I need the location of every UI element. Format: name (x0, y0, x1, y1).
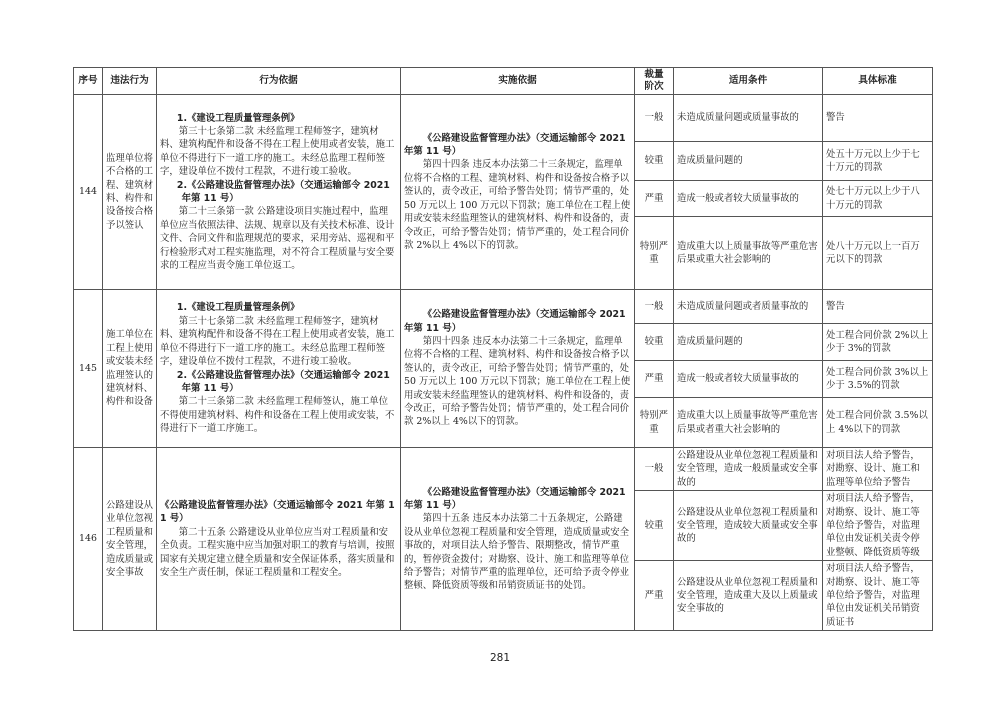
row-violation: 公路建设从业单位忽视工程质量和安全管理，造成质量或安全事故 (103, 448, 157, 631)
header-implementation-basis: 实施依据 (401, 68, 635, 95)
row-legal-basis (157, 95, 401, 290)
level-cell: 较重 (635, 491, 674, 561)
condition-cell: 公路建设从业单位忽视工程质量和安全管理，造成较大质量或安全事故的 (674, 491, 823, 561)
basis-title: 《公路建设监督管理办法》（交通运输部令 2021 年第 11 号） (160, 499, 395, 525)
row-implementation-basis (401, 448, 635, 631)
row-implementation-basis (401, 95, 635, 290)
condition-cell: 造成重大以上质量事故等严重危害后果或重大社会影响的 (674, 217, 823, 290)
basis-paragraph: 第二十三条第一款 公路建设项目实施过程中，监理单位应当依照法律、法规、规章以及有关技术标准、设计文件、合同文件和监理规范的要求，采用旁站、巡视和平行检验形式对工程实施监理，对不符合工程质量与安全要求的工程应当责令施工单位返工。 (160, 206, 395, 272)
condition-cell: 造成质量问题的 (674, 142, 823, 181)
row-violation: 监理单位将不合格的工程、建筑材料、构件和设备按合格予以签认 (103, 95, 157, 290)
basis-paragraph: 第二十三条第二款 未经监理工程师签认，施工单位不得使用建筑材料、构件和设备在工程上使用或安装，不得进行下一道工序施工。 (160, 396, 395, 435)
row-seq: 146 (74, 448, 103, 631)
level-cell: 一般 (635, 448, 674, 491)
condition-cell: 未造成质量问题或者质量事故的 (674, 290, 823, 324)
level-cell: 较重 (635, 142, 674, 181)
basis-title: 2.《公路建设监督管理办法》（交通运输部令 2021 年第 11 号） (176, 179, 390, 204)
header-level-line1: 裁量 (644, 69, 664, 80)
condition-cell: 未造成质量问题或质量事故的 (674, 95, 823, 142)
level-cell: 特别严重 (635, 217, 674, 290)
condition-cell: 造成一般或者较大质量事故的 (674, 181, 823, 217)
impl-paragraph: 第四十四条 违反本办法第二十三条规定，监理单位将不合格的工程、建筑材料、构件和设备按合格予以签认的，责令改正，可给予警告处罚；情节严重的，处 50 万元以上 100 万元以下罚款；施工单位在工程上使用或安装未经监理签认的建筑材料、构件和设备的，责令改正，可给予警告处罚；情节严重的，处工程合同价款 2%以上 4%以下的罚款。 (404, 159, 631, 251)
penalty-standard-table (73, 67, 933, 631)
row-violation: 施工单位在工程上使用或安装未经监理签认的建筑材料、构件和设备 (103, 290, 157, 448)
row-legal-basis (157, 448, 401, 631)
impl-title: 《公路建设监督管理办法》（交通运输部令 2021 年第 11 号） (404, 309, 626, 334)
header-violation: 违法行为 (103, 68, 157, 95)
standard-cell: 对项目法人给予警告，对勘察、设计、施工和监理等单位给予警告 (823, 448, 933, 491)
header-discretion-level (635, 68, 674, 95)
standard-cell: 对项目法人给予警告，对勘察、设计、施工等单位给予警告，对监理单位由发证机关吊销资质证书 (823, 561, 933, 631)
row-seq: 144 (74, 95, 103, 290)
header-standard: 具体标准 (823, 68, 933, 95)
basis-title: 2.《公路建设监督管理办法》（交通运输部令 2021 年第 11 号） (176, 369, 390, 394)
basis-title: 1.《建设工程质量管理条例》 (176, 302, 300, 314)
level-cell: 严重 (635, 561, 674, 631)
condition-cell: 公路建设从业单位忽视工程质量和安全管理，造成重大及以上质量或安全事故的 (674, 561, 823, 631)
standard-cell: 处工程合同价款 3.5%以上 4%以下的罚款 (823, 398, 933, 448)
row-legal-basis (157, 290, 401, 448)
level-cell: 严重 (635, 361, 674, 398)
impl-title: 《公路建设监督管理办法》（交通运输部令 2021 年第 11 号） (404, 486, 626, 511)
level-cell: 一般 (635, 95, 674, 142)
level-cell: 较重 (635, 324, 674, 361)
level-cell: 一般 (635, 290, 674, 324)
condition-cell: 公路建设从业单位忽视工程质量和安全管理，造成一般质量或安全事故的 (674, 448, 823, 491)
table-row (74, 448, 933, 491)
basis-title: 1.《建设工程质量管理条例》 (176, 112, 300, 124)
table-row (74, 95, 933, 142)
basis-paragraph: 第二十五条 公路建设从业单位应当对工程质量和安全负责。工程实施中应当加强对职工的教育与培训，按照国家有关规定建立健全质量和安全保证体系，落实质量和安全生产责任制，保证工程质量和工程安全。 (160, 526, 395, 578)
condition-cell: 造成重大以上质量事故等严重危害后果或者重大社会影响的 (674, 398, 823, 448)
header-level-line2: 阶次 (644, 81, 664, 92)
condition-cell: 造成质量问题的 (674, 324, 823, 361)
standard-cell: 处八十万元以上一百万元以下的罚款 (823, 217, 933, 290)
row-implementation-basis (401, 290, 635, 448)
level-cell: 特别严重 (635, 398, 674, 448)
header-legal-basis: 行为依据 (157, 68, 401, 95)
basis-paragraph: 第三十七条第二款 未经监理工程师签字，建筑材料、建筑构配件和设备不得在工程上使用或者安装，施工单位不得进行下一道工序的施工。未经总监理工程师签字，建设单位不拨付工程款，不进行竣工验收。 (160, 315, 395, 368)
header-condition: 适用条件 (674, 68, 823, 95)
table-header-row (74, 68, 933, 95)
standard-cell: 处七十万元以上少于八十万元的罚款 (823, 181, 933, 217)
condition-cell: 造成一般或者较大质量事故的 (674, 361, 823, 398)
basis-paragraph: 第三十七条第二款 未经监理工程师签字，建筑材料、建筑构配件和设备不得在工程上使用或者安装，施工单位不得进行下一道工序的施工。未经总监理工程师签字，建设单位不拨付工程款，不进行竣工验收。 (160, 125, 395, 178)
impl-paragraph: 第四十五条 违反本办法第二十五条规定，公路建设从业单位忽视工程质量和安全管理，造成质量或安全事故的，对项目法人给予警告、限期整改，情节严重的，暂停资金拨付；对勘察、设计、施工和监理等单位给予警告；对情节严重的监理单位，还可给予责令停业整顿、降低资质等级和吊销资质证书的处罚。 (404, 513, 630, 592)
standard-cell: 警告 (823, 290, 933, 324)
table-row (74, 290, 933, 324)
page-number: 281 (489, 652, 511, 664)
standard-cell: 处工程合同价款 2%以上少于 3%的罚款 (823, 324, 933, 361)
row-seq: 145 (74, 290, 103, 448)
level-cell: 严重 (635, 181, 674, 217)
standard-cell: 对项目法人给予警告，对勘察、设计、施工等单位给予警告，对监理单位由发证机关责令停业整顿、降低资质等级 (823, 491, 933, 561)
standard-cell: 处五十万元以上少于七十万元的罚款 (823, 142, 933, 181)
impl-paragraph: 第四十四条 违反本办法第二十三条规定，监理单位将不合格的工程、建筑材料、构件和设备按合格予以签认的，责令改正，可给予警告处罚；情节严重的，处 50 万元以上 100 万元以下罚款；施工单位在工程上使用或安装未经监理签认的建筑材料、构件和设备的，责令改正，可给予警告处罚；情节严重的，处工程合同价款 2%以上 4%以下的罚款。 (404, 335, 631, 428)
standard-cell: 警告 (823, 95, 933, 142)
impl-title: 《公路建设监督管理办法》（交通运输部令 2021 年第 11 号） (404, 132, 626, 158)
header-seq: 序号 (74, 68, 103, 95)
standard-cell: 处工程合同价款 3%以上少于 3.5%的罚款 (823, 361, 933, 398)
